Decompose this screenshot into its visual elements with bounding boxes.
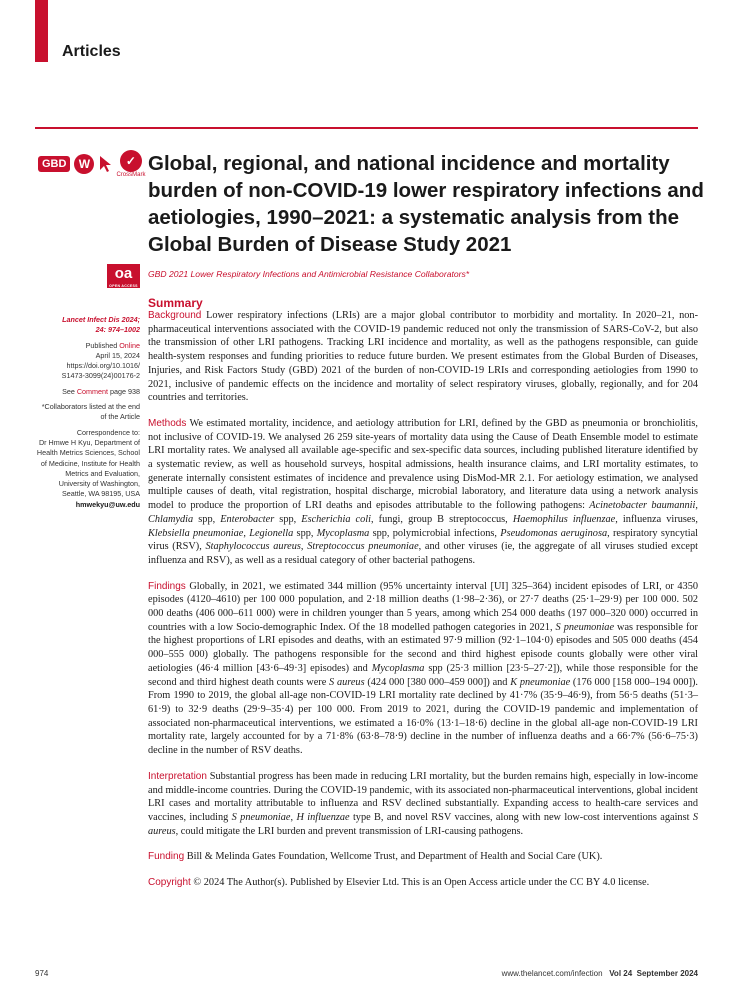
methods-label: Methods [148, 417, 187, 429]
pathogen-name: H influenzae [296, 811, 350, 823]
corr-line: Seattle, WA 98195, USA [61, 489, 140, 499]
methods-text: , fungi, group B streptococcus, [371, 513, 513, 525]
methods-text: , [695, 500, 698, 512]
page-number: 974 [35, 969, 49, 978]
top-accent-bar [35, 0, 48, 62]
pathogen-name: S aureus [329, 676, 365, 688]
pathogen-name: K pneumoniae [510, 676, 571, 688]
methods-text: spp, [193, 513, 221, 525]
corr-line: Health Metrics Sciences, School [36, 448, 140, 458]
interpretation-text: type B, and novel RSV vaccines, along with new low-cost interventions against [349, 811, 693, 823]
journal-line-1: Lancet Infect Dis 2024; [62, 315, 140, 324]
pathogen-name: Escherichia coli [301, 513, 371, 525]
pathogen-name: Chlamydia [148, 513, 194, 525]
background-label: Background [148, 310, 202, 321]
interpretation-label: Interpretation [148, 770, 207, 782]
pathogen-name: S aureus [148, 811, 698, 837]
background-text: Lower respiratory infections (LRIs) are a major global contributor to morbidity and mortality. In 2020–21, non-pharmaceutical interventions associated with the COVID-19 pandemic reduced not only the transmission of SARS-CoV-2, but also the transmission of other LRI pathogens. Tracking LRI incidence and mortality, as well as the pathogens responsible, can guide health-system responses and funding priorities to reduce future burden. We present estimates from the Global Burden of Diseases, Injuries, and Risk Factors Study (GBD) 2021 of the burden of non-COVID-19 LRIs and corresponding aetiologies from 1990 to 2021, inclusive of pandemic effects on the incidence and mortality of select respiratory viruses, globally, regionally, and for 204 countries and territories. [148, 310, 698, 404]
findings-text: Globally, in 2021, we estimated 344 million (95% uncertainty interval [UI] 325–364) incident episodes of LRI, or 4350 episodes (4120–4610) per 100 000 population, and 2·18 million deaths (1·98–2·36), or 27·7 deaths (25·1–29·9) per 100 000. 502 000 deaths (406 000–611 000) were in children younger than 5 years, among which 254 000 deaths (197 000–320 000) occurred in countries with a low Socio-demographic Index. Of the 18 modelled pathogen categories in 2021, [148, 580, 698, 633]
methods-text: , respiratory syncytial virus (RSV), [148, 527, 699, 553]
pathogen-name: Staphylococcus aureus [205, 541, 301, 553]
funding-text: Bill & Melinda Gates Foundation, Wellcome Trust, and Department of Health and Social Care (UK). [184, 851, 603, 863]
findings-text: (424 000 [380 000–459 000]) and [364, 676, 511, 688]
publication-date: April 15, 2024 [95, 350, 140, 360]
gbd-logo: GBD [38, 156, 70, 172]
article-sidebar [20, 315, 140, 515]
findings-text: (176 000 [158 000–194 000]). From 1990 to 2019, the global all-age non-COVID-19 LRI mortality rate declined by 41·7% (35·9–46·9), from 56·5 deaths (51·3–61·9) to 32·9 deaths (29·9–35·4) per 100 000. From 2019 to 2021, during the COVID-19 pandemic and implementation of associated non-pharmaceutical interventions, we estimated a 16·0% (13·1–18·6) decline in the global all-age non-COVID-19 LRI mortality rate, largely accounted for by a 71·8% (63·8–78·9) decline in the number of influenza deaths and a 66·7% (56·6–75·3) decline in the number of RSV deaths. [148, 676, 699, 757]
journal-line-2: 24: 974–1002 [95, 325, 140, 335]
findings-section [148, 580, 698, 758]
collab-line-2: of the Article [100, 412, 140, 422]
methods-text: , [243, 527, 250, 539]
findings-label: Findings [148, 580, 186, 592]
author-group: GBD 2021 Lower Respiratory Infections and Antimicrobial Resistance Collaborators* [148, 269, 470, 279]
corr-line: of Medicine, Institute for Health [40, 458, 140, 468]
published-online: Online [119, 340, 140, 350]
pathogen-name: Acinetobacter baumannii [589, 500, 696, 512]
correspondence [20, 428, 140, 510]
methods-text: spp, polymicrobial infections, [369, 527, 501, 539]
see-comment [20, 387, 140, 397]
section-label: Articles [62, 43, 121, 60]
header-rule [35, 127, 698, 129]
pathogen-name: Pseudomonas aeruginosa [500, 527, 608, 539]
corr-line: Metrics and Evaluation, [65, 468, 140, 478]
oa-logo-text: oa [114, 265, 133, 282]
footer-volume: Vol 24 [609, 969, 633, 978]
cursor-icon [98, 154, 112, 174]
abstract-body [148, 309, 698, 890]
pathogen-name: Mycoplasma [371, 662, 425, 674]
open-access-logo [107, 264, 140, 288]
funding-label: Funding [148, 851, 185, 863]
pathogen-name: Legionella [249, 527, 294, 539]
methods-section [148, 417, 698, 568]
logo-strip [38, 150, 145, 178]
findings-text: spp (25·3 million [23·5–27·2]), while those responsible for the second and third highest death counts were [148, 662, 698, 688]
oa-logo-subtext: OPEN ACCESS [109, 284, 138, 288]
corr-line: Correspondence to: [76, 427, 140, 437]
summary-heading: Summary [148, 296, 203, 310]
doi-link-part1[interactable]: https://doi.org/10.1016/ [66, 361, 140, 371]
see-prefix: See [62, 386, 77, 396]
collab-line-1: *Collaborators listed at the end [41, 402, 140, 412]
pathogen-name: Klebsiella pneumoniae [148, 527, 244, 539]
pathogen-name: S pneumoniae [231, 811, 291, 823]
methods-text: We estimated mortality, incidence, and aetiology attribution for LRI, defined by the GBD as pneumonia or bronchiolitis, not inclusive of COVID-19. We analysed 26 259 site-years of mortality data using the Cause of Death Ensemble model to estimate LRI mortality rates. We analysed all available age-specific and sex-specific data sources, including published literature identified by a systematic review, as well as household surveys, hospital admissions, health insurance claims, and LRI mortality estimates, to generate internally consistent estimates of incidence and prevalence using DisMod-MR 2.1. For aetiology estimation, we analysed multiple causes of death, vital registration, hospital discharge, microbial laboratory, and literature data using a network analysis model to produce the proportion of LRI deaths and episodes attributable to the following pathogens: [148, 417, 698, 512]
collaborators-note [20, 402, 140, 423]
methods-text: , [300, 541, 308, 553]
corr-line: Dr Hmwe H Kyu, Department of [38, 437, 140, 447]
journal-citation [20, 315, 140, 336]
crossmark-label: CrossMark [116, 172, 146, 178]
copyright-label: Copyright [148, 877, 191, 889]
pathogen-name: Mycoplasma [316, 527, 370, 539]
published-prefix: Published [85, 340, 120, 350]
pathogen-name: S pneumoniae [555, 621, 615, 633]
interpretation-text: , could mitigate the LRI burden and prevent transmission of LRI-causing pathogens. [175, 825, 524, 837]
findings-text: was responsible for the highest proportions of LRI episodes and deaths, with an estimated 97·9 million (92·1–104·0) episodes and 505 000 deaths (454 000–555 000) globally. The pathogens responsible for the second and third highest episode counts globally were other viral aetiologies (46·4 million [43·6–49·3] episodes) and [148, 621, 698, 674]
pathogen-name: Haemophilus influenzae [512, 513, 616, 525]
copyright-section [148, 876, 698, 890]
pathogen-name: Enterobacter [220, 513, 275, 525]
pathogen-name: Streptococcus pneumoniae [307, 541, 419, 553]
footer-journal-info [502, 969, 698, 978]
interpretation-text: , [290, 811, 297, 823]
doi-link-part2[interactable]: S1473-3099(24)00176-2 [61, 371, 140, 381]
footer-url[interactable]: www.thelancet.com/infection [501, 969, 603, 978]
methods-text: , and other viruses (ie, the aggregate of all viruses studied except influenza and RSV), as well as a residual category of other bacterial pathogens. [148, 541, 698, 566]
funding-section [148, 850, 698, 864]
see-suffix: page 938 [108, 386, 140, 396]
crossmark-icon[interactable]: ✓ CrossMark [116, 150, 145, 178]
background-section [148, 309, 698, 405]
copyright-text: © 2024 The Author(s). Published by Elsevier Ltd. This is an Open Access article under the CC BY 4.0 license. [190, 877, 650, 889]
methods-text: , influenza viruses, [615, 513, 698, 525]
article-title: Global, regional, and national incidence and mortality burden of non-COVID-19 lower respiratory infections and aetiologies, 1990–2021: a systematic analysis from the Global Burden of Disease Study 2021 [148, 152, 704, 256]
interpretation-text: Substantial progress has been made in reducing LRI mortality, but the burden remains high, especially in low-income and middle-income countries. During the COVID-19 pandemic, with its associated non-pharmaceutical interventions, global incident LRI cases and mortality attributable to influenza and RSV declined substantially. Expanding access to health-care services and vaccines, including [148, 770, 698, 823]
publication-info [20, 341, 140, 382]
comment-link[interactable]: Comment [76, 386, 109, 396]
methods-text: spp, [274, 513, 302, 525]
correspondence-email[interactable]: hmwekyu@uw.edu [75, 499, 140, 509]
methods-text: spp, [293, 527, 317, 539]
interpretation-section [148, 770, 698, 839]
footer-date: September 2024 [636, 969, 698, 978]
corr-line: University of Washington, [58, 479, 140, 489]
wellcome-icon: W [74, 154, 94, 174]
